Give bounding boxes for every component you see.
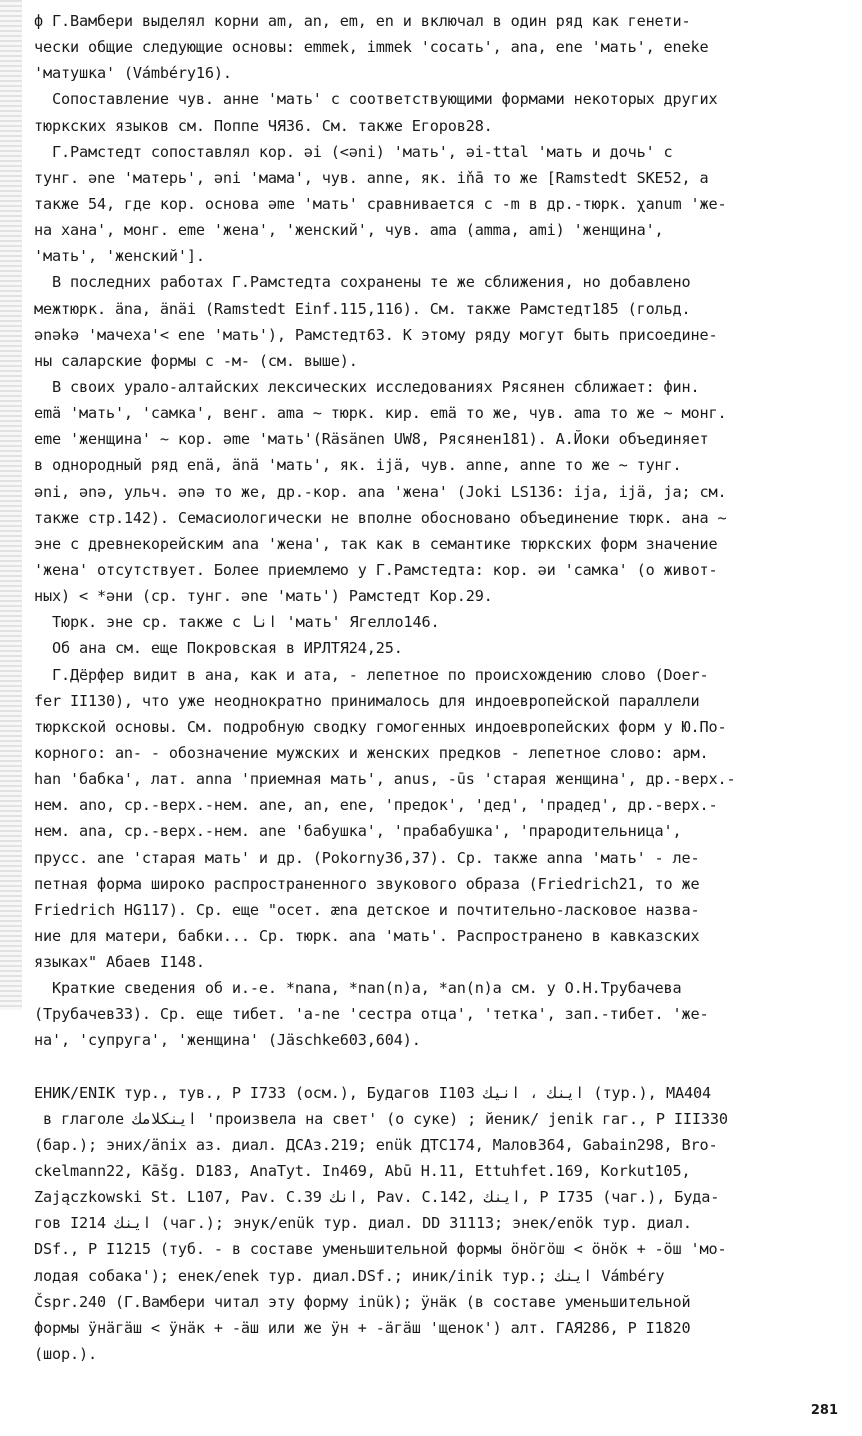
- text-line: В своих урало-алтайских лексических исследованиях Рясянен сближает: фин.: [34, 377, 700, 396]
- text-line: межтюрк. äna, änäi (Ramstedt Einf.115,116). См. также Рамстедт185 (гольд.: [34, 299, 691, 318]
- text-line: также стр.142). Семасиологически не вполне обосновано объединение тюрк. ана ~: [34, 508, 727, 527]
- paragraph-trubachev: [34, 975, 842, 1053]
- text-line: 'мать', 'женский'].: [34, 247, 205, 266]
- text-line: Čspr.240 (Г.Вамбери читал эту форму inük); ÿнäк (в составе уменьшительной: [34, 1292, 691, 1311]
- text-line: fer II130), что уже неоднократно принималось для индоевропейской параллели: [34, 691, 700, 710]
- paragraph-gap: [34, 1054, 842, 1080]
- text-line: 'матушка' (Vámbéry16).: [34, 64, 232, 83]
- text-line: ф Г.Вамбери выделял корни am, an, em, en и включал в один ряд как генети-: [34, 12, 691, 30]
- paragraph-enik-entry: [34, 1080, 842, 1368]
- text-line: DSf., Р I1215 (туб. - в составе уменьшительной формы öнöгöш < öнöк + -öш 'мо-: [34, 1240, 727, 1259]
- text-line: формы ÿнäгäш < ÿнäк + -äш или же ÿн + -äгäш 'щенок') алт. ГАЯ286, Р I1820: [34, 1318, 691, 1337]
- text-line: emä 'мать', 'самка', венг. ama ~ тюрк. кир. emä то же, чув. ama то же ~ монг.: [34, 404, 727, 423]
- text-line: Краткие сведения об и.-е. *nana, *nan(n)a, *an(n)a см. у О.Н.Трубачева: [34, 979, 682, 998]
- paragraph-vambery: [34, 8, 842, 86]
- text-line: на хана', монг. eme 'жена', 'женский', чув. ama (amma, ami) 'женщина',: [34, 221, 664, 240]
- text-line: (Трубачев33). Ср. еще тибет. 'a-ne 'сестра отца', 'тетка', зап.-тибет. 'же-: [34, 1005, 709, 1024]
- paragraph-rasanen: [34, 374, 842, 609]
- text-line: ние для матери, бабки... Ср. тюрк. ana 'мать'. Распространено в кавказских: [34, 926, 700, 945]
- text-line: eme 'женщина' ~ кор. əme 'мать'(Räsänen UW8, Рясянен181). А.Йоки объединяет: [34, 430, 709, 449]
- text-line: Об ана см. еще Покровская в ИРЛТЯ24,25.: [34, 639, 403, 658]
- text-line: прусс. ane 'старая мать' и др. (Pokorny36,37). Ср. также anna 'мать' - ле-: [34, 848, 700, 867]
- text-line: в глаголе ﺍﻳﻨﻜﻼﻣﻚ 'произвела на свет' (о суке) ; йеник/ jenik гаг., Р III330: [34, 1109, 728, 1128]
- text-line: тунг. əne 'матерь', əni 'мама', чув. anne, як. iňā то же [Ramstedt SKE52, а: [34, 168, 709, 187]
- paragraph-ramstedt-2: [34, 269, 842, 374]
- text-line: ЕНИК/ENIK тур., тув., Р I733 (осм.), Будагов I103 ﺍﻳﻨﻚ ، ﺍﻧﻴﻚ (тур.), МА404: [34, 1083, 711, 1102]
- text-line: Сопоставление чув. анне 'мать' с соответствующими формами некоторых других: [34, 90, 718, 109]
- text-line: (шор.).: [34, 1345, 97, 1364]
- text-line: также 54, где кор. основа əme 'мать' сравнивается с -m в др.-тюрк. χanum 'же-: [34, 194, 727, 213]
- text-line: ckelmann22, Kāšg. D183, AnaTyt. In469, Abū H.11, Ettuhfet.169, Korkut105,: [34, 1162, 691, 1181]
- text-line: ны саларские формы с -м- (см. выше).: [34, 351, 358, 370]
- text-line: тюркских языков см. Поппе ЧЯ36. См. также Егоров28.: [34, 116, 493, 135]
- paragraph-ana-pokrovskaya: [34, 635, 842, 661]
- scan-shadow-edge: [0, 0, 22, 1010]
- text-line: нем. ano, ср.-верх.-нем. ane, an, ene, 'предок', 'дед', 'прадед', др.-верх.-: [34, 796, 718, 815]
- text-line: han 'бабка', лат. anna 'приемная мать', anus, -ūs 'старая женщина', др.-верх.-: [34, 770, 736, 789]
- text-line: Zajączkowski St. L107, Pav. C.39 ﺍﻧﻚ, Pav. C.142, ﺍﻳﻨﻚ, P I735 (чаг.), Будa-: [34, 1188, 720, 1207]
- text-line: ənəkə 'мачеха'< ene 'мать'), Рамстедт63. К этому ряду могут быть присоедине-: [34, 325, 718, 344]
- paragraph-comparison-chuv: [34, 86, 842, 138]
- text-line: (бар.); эних/änix аз. диал. ДСАз.219; enük ДТС174, Малов364, Gabain298, Bro-: [34, 1135, 718, 1154]
- text-line: гов I214 ﺍﻳﻨﻚ (чаг.); энук/enük тур. диал. DD 31113; энек/enök тур. диал.: [34, 1214, 692, 1233]
- text-line: чески общие следующие основы: emmek, immek 'сосать', ana, ene 'мать', eneke: [34, 38, 709, 57]
- page-number: 281: [810, 1403, 838, 1418]
- text-line: эне с древнекорейским ana 'жена', так как в семантике тюркских форм значение: [34, 534, 718, 553]
- paragraph-turk-ene: [34, 609, 842, 635]
- text-line: Г.Дёрфер видит в ана, как и ата, - лепетное по происхождению слово (Doer-: [34, 665, 709, 684]
- text-line: языках" Абаев I148.: [34, 953, 205, 972]
- text-line: корного: an- - обозначение мужских и женских предков - лепетное слово: арм.: [34, 743, 709, 762]
- text-line: лодая собака'); енек/enek тур. диал.DSf.; иник/inik тур.; ﺍﻳﻨﻚ Vámbéry: [34, 1266, 665, 1285]
- text-line: В последних работах Г.Рамстедта сохранены те же сближения, но добавлено: [34, 273, 691, 292]
- text-line: тюркской основы. См. подробную сводку гомогенных индоевропейских форм у Ю.По-: [34, 717, 727, 736]
- text-line: на', 'супруга', 'женщина' (Jäschke603,604).: [34, 1031, 421, 1050]
- text-line: Тюрк. эне ср. также с ﺍﻧﺎ 'мать' Ягелло146.: [34, 613, 440, 632]
- text-line: нем. ana, ср.-верх.-нем. ane 'бабушка', 'прабабушка', 'прародительница',: [34, 822, 682, 841]
- text-line: петная форма широко распространенного звукового образа (Friedrich21, то же: [34, 874, 700, 893]
- text-line: əni, ənə, ульч. ənə то же, др.-кор. ana 'жена' (Joki LS136: ija, ijä, ja; см.: [34, 482, 727, 501]
- page-text: [34, 8, 842, 1367]
- text-line: Friedrich HG117). Ср. еще "осет. æna детское и почтительно-ласковое назва-: [34, 900, 700, 919]
- paragraph-doerfer: [34, 662, 842, 976]
- text-line: Г.Рамстедт сопоставлял кор. əi (<əni) 'мать', əi-ttal 'мать и дочь' с: [34, 142, 673, 161]
- text-line: ных) < *əни (ср. тунг. əne 'мать') Рамстедт Кор.29.: [34, 587, 493, 606]
- text-line: 'жена' отсутствует. Более приемлемо у Г.Рамстедта: кор. əи 'самка' (о живот-: [34, 560, 718, 579]
- paragraph-ramstedt-1: [34, 139, 842, 270]
- text-line: в однородный ряд enä, änä 'мать', як. ijä, чув. anne, anne то же ~ тунг.: [34, 456, 682, 475]
